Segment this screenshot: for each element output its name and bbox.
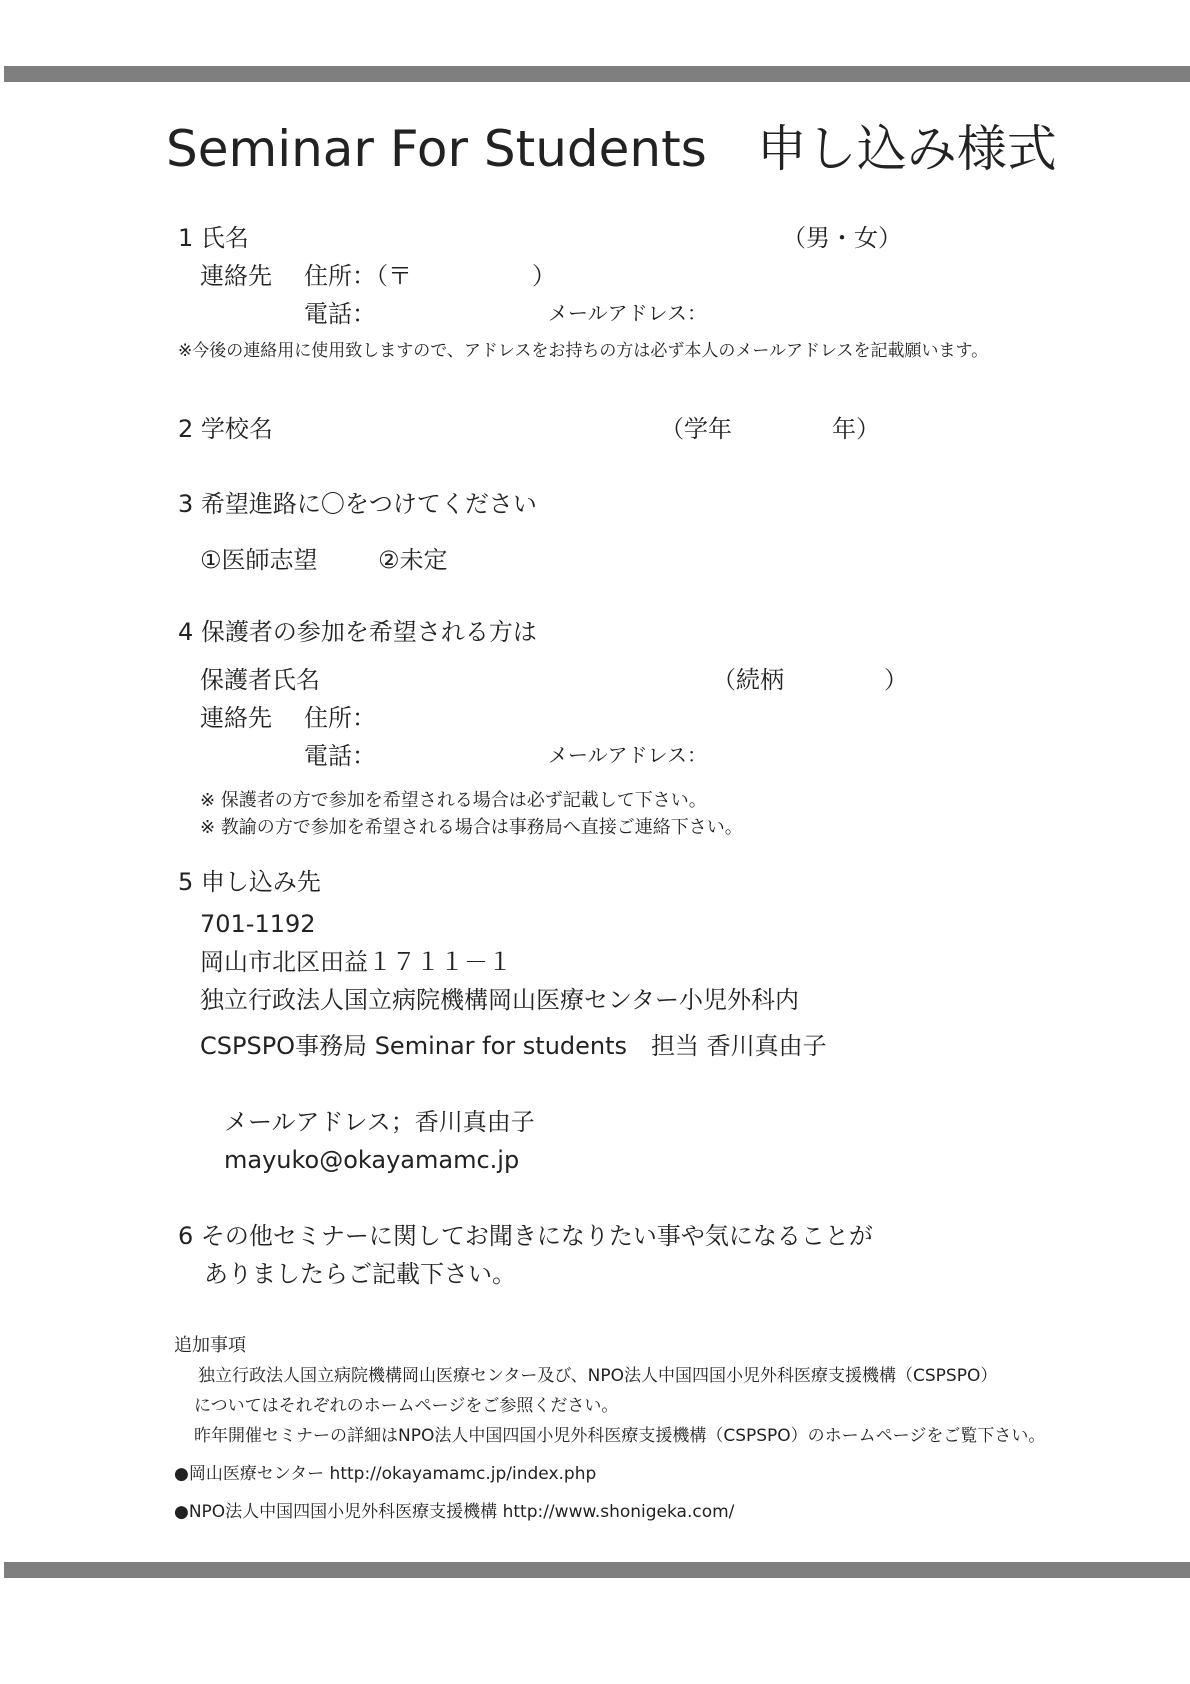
relation-field-close: ）	[884, 666, 908, 694]
additional-note-line-2: についてはそれぞれのホームページをご参照ください。	[194, 1396, 619, 1416]
organization-name: 独立行政法人国立病院機構岡山医療センター小児外科内	[200, 986, 800, 1014]
contact-email-address: mayuko@okayamamc.jp	[224, 1146, 520, 1174]
contact-email-label: メールアドレス；香川真由子	[224, 1108, 535, 1136]
email-usage-note: ※今後の連絡用に使用致しますので、アドレスをお持ちの方は必ず本人のメールアドレスを記載願います。	[178, 341, 989, 361]
section-2-heading: 2 学校名	[178, 415, 273, 443]
phone-field-label: 電話：	[304, 300, 376, 328]
section-3-heading: 3 希望進路に〇をつけてください	[178, 490, 537, 518]
npo-shonigeka-link[interactable]: ●NPO法人中国四国小児外科医療支援機構 http://www.shonigeka.com/	[174, 1502, 735, 1522]
guardian-name-label: 保護者氏名	[200, 666, 320, 694]
address-field-label: 住所：（〒 ）	[304, 262, 556, 290]
office-address: 岡山市北区田益１７１１－１	[200, 948, 512, 976]
guardian-contact-label: 連絡先	[200, 704, 272, 732]
bottom-divider-bar	[4, 1562, 1190, 1578]
additional-note-line-3: 昨年開催セミナーの詳細はNPO法人中国四国小児外科医療支援機構（CSPSPO）のホームページをご覧下さい。	[194, 1426, 1046, 1446]
grade-field-open: （学年	[660, 415, 732, 443]
section-5-heading: 5 申し込み先	[178, 868, 321, 896]
grade-field-close: 年）	[832, 415, 880, 443]
top-divider-bar	[4, 66, 1190, 82]
gender-selection: （男・女）	[782, 224, 902, 252]
contact-label: 連絡先	[200, 262, 272, 290]
teacher-note: ※ 教諭の方で参加を希望される場合は事務局へ直接ご連絡下さい。	[200, 817, 743, 838]
section-1-heading: 1 氏名	[178, 224, 249, 252]
career-option-doctor: ①医師志望	[200, 546, 318, 574]
career-option-undecided: ②未定	[378, 546, 448, 574]
guardian-note: ※ 保護者の方で参加を希望される場合は必ず記載して下さい。	[200, 790, 707, 811]
additional-notes-heading: 追加事項	[174, 1335, 246, 1356]
section-6-heading: 6 その他セミナーに関してお聞きになりたい事や気になることが	[178, 1222, 873, 1250]
section-4-heading: 4 保護者の参加を希望される方は	[178, 618, 537, 646]
guardian-email-label: メールアドレス：	[548, 743, 707, 767]
email-field-label: メールアドレス：	[548, 301, 707, 325]
section-6-subtext: ありましたらご記載下さい。	[204, 1260, 516, 1288]
guardian-phone-label: 電話：	[304, 742, 376, 770]
page-title: Seminar For Students 申し込み様式	[166, 120, 1057, 178]
guardian-address-label: 住所：	[304, 704, 376, 732]
office-contact-person: CSPSPO事務局 Seminar for students 担当 香川真由子	[200, 1032, 827, 1060]
okayama-medical-center-link[interactable]: ●岡山医療センター http://okayamamc.jp/index.php	[174, 1464, 597, 1484]
relation-field-open: （続柄	[712, 666, 784, 694]
postal-code: 701-1192	[200, 910, 316, 938]
additional-note-line-1: 独立行政法人国立病院機構岡山医療センター及び、NPO法人中国四国小児外科医療支援機構（CSPSPO）	[198, 1366, 998, 1386]
